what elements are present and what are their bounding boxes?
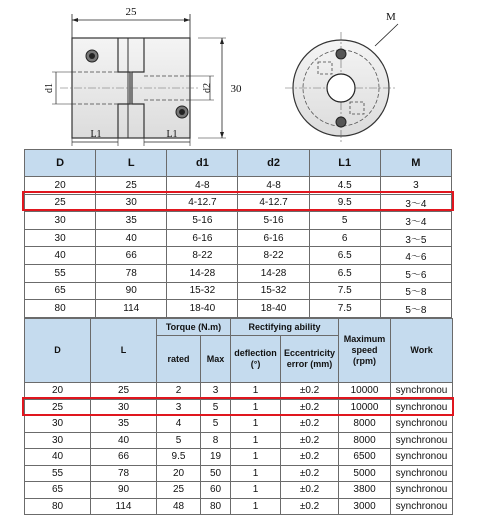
performance-header-row [25, 319, 453, 336]
cell: 25 [157, 482, 201, 499]
cell: 1 [231, 432, 281, 449]
cell: 6-16 [238, 229, 309, 247]
table-row [25, 465, 453, 482]
cell: synchronou [391, 465, 453, 482]
cell: 66 [91, 449, 157, 466]
cell: ±0.2 [281, 482, 339, 499]
cell: 5～8 [380, 300, 451, 318]
cell: 1 [231, 498, 281, 515]
cell: 14-28 [167, 264, 238, 282]
cell: 7.5 [309, 282, 380, 300]
cell: 20 [25, 383, 91, 400]
set-screw-icon [86, 50, 98, 62]
cell: synchronou [391, 383, 453, 400]
cell: 35 [91, 416, 157, 433]
header-l: L [91, 319, 157, 383]
cell: 3～5 [380, 229, 451, 247]
cell: 3～4 [380, 212, 451, 230]
cell: 80 [201, 498, 231, 515]
label-d2: d2 [202, 83, 213, 93]
cell: 8-22 [167, 247, 238, 265]
cell: 40 [25, 449, 91, 466]
cell: 55 [25, 264, 96, 282]
set-screw-icon [336, 117, 346, 127]
cell: 20 [157, 465, 201, 482]
performance-table [24, 318, 453, 515]
cell: 6-16 [167, 229, 238, 247]
set-screw-icon [336, 49, 346, 59]
cell: 18-40 [238, 300, 309, 318]
table-row [25, 264, 452, 282]
table-row [25, 300, 452, 318]
cell: 25 [25, 194, 96, 212]
cell: 4-12.7 [238, 194, 309, 212]
header-d2: d2 [238, 150, 309, 177]
dim-total-length: 25 [125, 6, 137, 18]
cell: 40 [91, 432, 157, 449]
cell: 5 [201, 399, 231, 416]
cell: synchronou [391, 399, 453, 416]
cell: 8000 [339, 432, 391, 449]
header-max: Max [201, 336, 231, 383]
cell: 55 [25, 465, 91, 482]
cell: 3000 [339, 498, 391, 515]
set-screw-icon [176, 106, 188, 118]
cell: ±0.2 [281, 383, 339, 400]
cell: 3～4 [380, 194, 451, 212]
cell: 10000 [339, 383, 391, 400]
cell: ±0.2 [281, 449, 339, 466]
table-row [25, 247, 452, 265]
table-row [25, 482, 453, 499]
cell: 5-16 [238, 212, 309, 230]
cell: 78 [91, 465, 157, 482]
cell: 25 [25, 399, 91, 416]
cell: 66 [96, 247, 167, 265]
header-d: D [25, 319, 91, 383]
table-row-highlighted [25, 194, 452, 212]
cell: ±0.2 [281, 498, 339, 515]
cell: 4 [157, 416, 201, 433]
cell: 30 [25, 212, 96, 230]
cell: 40 [25, 247, 96, 265]
dimensions-header-row [25, 150, 452, 177]
cell: 5～6 [380, 264, 451, 282]
label-m: M [386, 11, 396, 23]
cell: ±0.2 [281, 465, 339, 482]
cell: 40 [96, 229, 167, 247]
cell: 3 [380, 177, 451, 195]
cell: 4.5 [309, 177, 380, 195]
cell: 8000 [339, 416, 391, 433]
cell: 65 [25, 482, 91, 499]
cell: 50 [201, 465, 231, 482]
cell: 30 [25, 432, 91, 449]
coupling-end-view [285, 11, 398, 144]
cell: synchronou [391, 498, 453, 515]
header-work: Work [391, 319, 453, 383]
cell: 30 [25, 229, 96, 247]
cell: 18-40 [167, 300, 238, 318]
cell: 20 [25, 177, 96, 195]
cell: 10000 [339, 399, 391, 416]
label-l1-right: L1 [166, 129, 178, 140]
cell: 9.5 [157, 449, 201, 466]
cell: 1 [231, 449, 281, 466]
header-d: D [25, 150, 96, 177]
coupling-technical-drawing [0, 0, 480, 150]
header-max-speed: Maximum speed (rpm) [339, 319, 391, 383]
header-rated: rated [157, 336, 201, 383]
cell: 1 [231, 482, 281, 499]
cell: 1 [231, 416, 281, 433]
table-row-highlighted [25, 399, 453, 416]
cell: 4-12.7 [167, 194, 238, 212]
cell: 90 [96, 282, 167, 300]
cell: 114 [91, 498, 157, 515]
cell: ±0.2 [281, 432, 339, 449]
cell: ±0.2 [281, 416, 339, 433]
cell: 4-8 [238, 177, 309, 195]
cell: 30 [91, 399, 157, 416]
cell: 6 [309, 229, 380, 247]
cell: 80 [25, 498, 91, 515]
cell: synchronou [391, 449, 453, 466]
cell: 5～8 [380, 282, 451, 300]
cell: 5 [309, 212, 380, 230]
table-row [25, 229, 452, 247]
cell: 3800 [339, 482, 391, 499]
cell: 6500 [339, 449, 391, 466]
cell: synchronou [391, 416, 453, 433]
header-d1: d1 [167, 150, 238, 177]
header-eccentricity: Eccentricity error (mm) [281, 336, 339, 383]
cell: 5 [157, 432, 201, 449]
table-row [25, 282, 452, 300]
cell: 3 [201, 383, 231, 400]
cell: 7.5 [309, 300, 380, 318]
cell: 1 [231, 399, 281, 416]
cell: synchronou [391, 482, 453, 499]
cell: 65 [25, 282, 96, 300]
cell: 1 [231, 465, 281, 482]
cell: 15-32 [167, 282, 238, 300]
cell: 9.5 [309, 194, 380, 212]
cell: synchronou [391, 432, 453, 449]
cell: 5 [201, 416, 231, 433]
cell: 80 [25, 300, 96, 318]
header-torque: Torque (N.m) [157, 319, 231, 336]
dimensions-table [24, 149, 452, 318]
label-l1-left: L1 [90, 129, 102, 140]
cell: 5000 [339, 465, 391, 482]
cell: 8 [201, 432, 231, 449]
table-row [25, 498, 453, 515]
cell: 114 [96, 300, 167, 318]
table-row [25, 177, 452, 195]
cell: 25 [91, 383, 157, 400]
table-row [25, 416, 453, 433]
header-m: M [380, 150, 451, 177]
cell: 14-28 [238, 264, 309, 282]
cell: 25 [96, 177, 167, 195]
cell: 6.5 [309, 264, 380, 282]
header-l1: L1 [309, 150, 380, 177]
header-deflection: deflection (°) [231, 336, 281, 383]
cell: 19 [201, 449, 231, 466]
cell: 4～6 [380, 247, 451, 265]
cell: 4-8 [167, 177, 238, 195]
cell: 30 [25, 416, 91, 433]
cell: ±0.2 [281, 399, 339, 416]
coupling-side-view [44, 6, 242, 146]
cell: 90 [91, 482, 157, 499]
cell: 35 [96, 212, 167, 230]
cell: 2 [157, 383, 201, 400]
cell: 60 [201, 482, 231, 499]
cell: 30 [96, 194, 167, 212]
cell: 6.5 [309, 247, 380, 265]
table-row [25, 383, 453, 400]
header-rectifying-ability: Rectifying ability [231, 319, 339, 336]
cell: 78 [96, 264, 167, 282]
cell: 5-16 [167, 212, 238, 230]
table-row [25, 432, 453, 449]
header-l: L [96, 150, 167, 177]
dim-height: 30 [230, 83, 242, 95]
table-row [25, 212, 452, 230]
cell: 1 [231, 383, 281, 400]
table-row [25, 449, 453, 466]
cell: 8-22 [238, 247, 309, 265]
label-d1: d1 [44, 83, 55, 93]
cell: 3 [157, 399, 201, 416]
cell: 48 [157, 498, 201, 515]
cell: 15-32 [238, 282, 309, 300]
